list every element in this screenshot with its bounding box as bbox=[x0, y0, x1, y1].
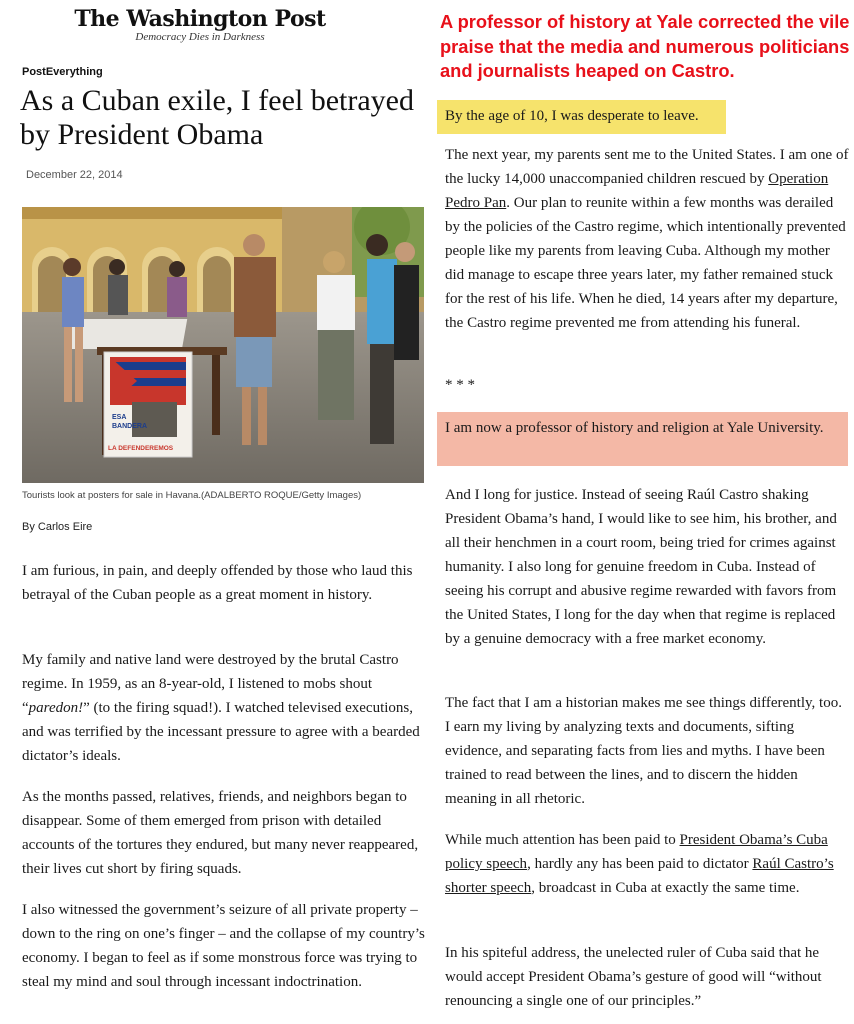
byline[interactable]: By Carlos Eire bbox=[22, 521, 93, 533]
masthead-logo[interactable]: The Washington Post bbox=[74, 6, 326, 32]
paragraph: The fact that I am a historian makes me see things differently, too. I earn my living by analyzing texts and documents, sifting evidence, and separating facts from lies and myths. I have been trained to read between the lines, and to discern the hidden meaning in all rhetoric. bbox=[445, 695, 842, 807]
paragraph: As the months passed, relatives, friends, and neighbors began to disappear. Some of them emerged from prison with detailed accounts of the tortures they endured, but many never reappeared, their lives cut short by firing squads. bbox=[22, 789, 419, 877]
highlighted-quote-1: By the age of 10, I was desperate to leave. bbox=[445, 108, 699, 124]
section-kicker[interactable]: PostEverything bbox=[22, 66, 103, 78]
separator: * * * bbox=[445, 377, 475, 393]
paragraph: The next year, my parents sent me to the United States. I am one of the lucky 14,000 unaccompanied children rescued by Operation Pedro Pan. Our plan to reunite within a few months was derailed by the policies of the Castro regime, which intentionally prevented people like my parents from leaving Cuba. Although my mother did manage to escape three years later, my father remained stuck for the rest of his life. When he died, 14 years after my departure, the Castro regime prevented me from attending his funeral. bbox=[445, 147, 849, 331]
havana-street-photo bbox=[22, 207, 424, 483]
poster-text-2: BANDERA bbox=[112, 423, 147, 430]
link-obama-speech[interactable]: President Obama’s Cuba policy speech bbox=[445, 832, 828, 872]
paragraph: I am furious, in pain, and deeply offended by those who laud this betrayal of the Cuban people as a great moment in history. bbox=[22, 563, 413, 603]
link-castro-speech[interactable]: Raúl Castro’s shorter speech bbox=[445, 856, 834, 896]
article-headline: As a Cuban exile, I feel betrayed by President Obama bbox=[20, 84, 414, 151]
highlighted-quote-2: I am now a professor of history and religion at Yale University. bbox=[445, 420, 824, 436]
poster-text-3: LA DEFENDEREMOS bbox=[108, 445, 174, 452]
article-date: December 22, 2014 bbox=[26, 169, 123, 181]
paragraph: I also witnessed the government’s seizure of all private property – down to the ring on one’s finger – and the collapse of my country’s economy. I began to feel as if some monstrous force was trying to steal my mind and soul through incessant indoctrination. bbox=[22, 902, 425, 990]
link-operation-pedro-pan[interactable]: Operation Pedro Pan bbox=[445, 171, 829, 211]
paragraph: And I long for justice. Instead of seeing Raúl Castro shaking President Obama’s hand, I would like to see him, his brother, and all their henchmen in a court room, being tried for crimes against humanity. I also long for genuine freedom in Cuba. Instead of seeing his corrupt and abusive regime rewarded with favors from the United States, I long for the day when that regime is replaced by a genuine democracy with a free market economy. bbox=[445, 487, 837, 647]
commentary-heading: A professor of history at Yale corrected the vile praise that the media and numerous politicians and journalists heaped on Castro. bbox=[440, 11, 850, 81]
masthead-tagline: Democracy Dies in Darkness bbox=[135, 31, 265, 43]
paragraph: While much attention has been paid to President Obama’s Cuba policy speech, hardly any has been paid to dictator Raúl Castro’s shorter speech, broadcast in Cuba at exactly the same time. bbox=[445, 832, 834, 896]
photo-caption: Tourists look at posters for sale in Havana.(ADALBERTO ROQUE/Getty Images) bbox=[22, 490, 362, 501]
paragraph: My family and native land were destroyed by the brutal Castro regime. In 1959, as an 8-year-old, I listened to mobs shout “paredon!” (to the firing squad!). I watched televised executions, and was terrified by the incessant pressure to agree with a bearded dictator’s ideals. bbox=[22, 652, 420, 764]
paragraph: In his spiteful address, the unelected ruler of Cuba said that he would accept President Obama’s gesture of good will “without renouncing a single one of our principles.” bbox=[445, 945, 822, 1009]
poster-text-1: ESA bbox=[112, 414, 127, 421]
article-photo bbox=[22, 207, 424, 483]
